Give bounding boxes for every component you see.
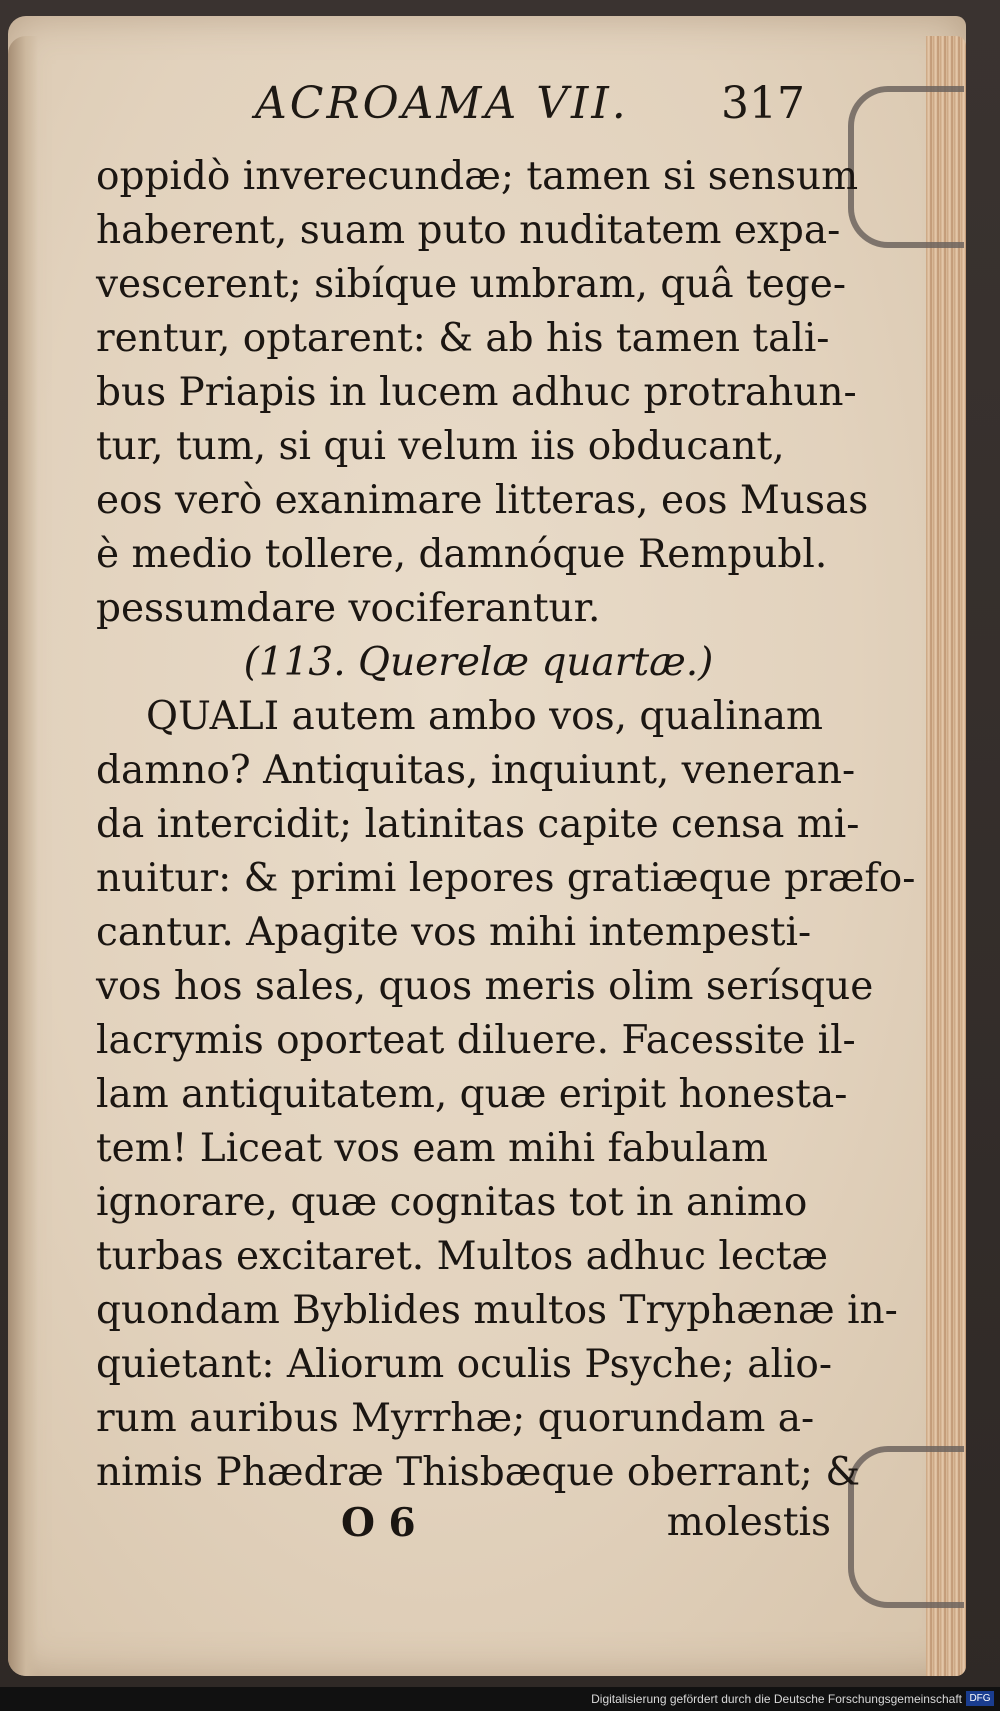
- attribution-text: Digitalisierung gefördert durch die Deutsche Forschungsgemeinschaft: [591, 1692, 962, 1706]
- text-line: lacrymis oporteat diluere. Facessite il-: [96, 1018, 856, 1063]
- text-line: nimis Phædræ Thisbæque oberrant; &: [96, 1450, 861, 1495]
- text-line: cantur. Apagite vos mihi intempesti-: [96, 910, 812, 955]
- page-header: [255, 78, 815, 138]
- dfg-logo-icon: DFG: [966, 1691, 994, 1706]
- text-line: turbas excitaret. Multos adhuc lectæ: [96, 1234, 829, 1279]
- text-line: ignorare, quæ cognitas tot in animo: [96, 1180, 808, 1225]
- text-line: oppidò inverecundæ; tamen si sensum: [96, 154, 859, 199]
- text-line: nuitur: & primi lepores gratiæque præfo-: [96, 856, 916, 901]
- text-line: vos hos sales, quos meris olim serísque: [96, 964, 874, 1009]
- text-line: damno? Antiquitas, inquiunt, veneran-: [96, 748, 856, 793]
- text-line: tem! Liceat vos eam mihi fabulam: [96, 1126, 768, 1171]
- attribution-bar: [0, 1687, 1000, 1711]
- text-line: tur, tum, si qui velum iis obducant,: [96, 424, 785, 469]
- text-line: lam antiquitatem, quæ eripit honesta-: [96, 1072, 848, 1117]
- text-line: QUALI autem ambo vos, qualinam: [146, 694, 824, 739]
- text-line: è medio tollere, damnóque Rempubl.: [96, 532, 828, 577]
- text-line: rum auribus Myrrhæ; quorundam a-: [96, 1396, 815, 1441]
- text-line: rentur, optarent: & ab his tamen tali-: [96, 316, 830, 361]
- running-head: ACROAMA VII.: [255, 78, 629, 129]
- page-edge: [926, 36, 966, 1676]
- body-text: [96, 150, 916, 1500]
- section-heading: (113. Querelæ quartæ.): [243, 640, 714, 685]
- page-gutter: [8, 36, 38, 1676]
- page-footer: [96, 1500, 831, 1560]
- text-line: haberent, suam puto nuditatem expa-: [96, 208, 841, 253]
- page-clip-bottom: [848, 1446, 964, 1608]
- catchword: molestis: [666, 1500, 831, 1545]
- text-line: da intercidit; latinitas capite censa mi-: [96, 802, 860, 847]
- text-line: quondam Byblides multos Tryphænæ in-: [96, 1288, 898, 1333]
- text-line: eos verò exanimare litteras, eos Musas: [96, 478, 869, 523]
- signature-mark: O 6: [341, 1500, 416, 1546]
- page-clip-top: [848, 86, 964, 248]
- text-line: bus Priapis in lucem adhuc protrahun-: [96, 370, 857, 415]
- text-line: quietant: Aliorum oculis Psyche; alio-: [96, 1342, 833, 1387]
- page-number: 317: [721, 78, 805, 129]
- text-line: pessumdare vociferantur.: [96, 586, 601, 631]
- text-line: vescerent; sibíque umbram, quâ tege-: [96, 262, 847, 307]
